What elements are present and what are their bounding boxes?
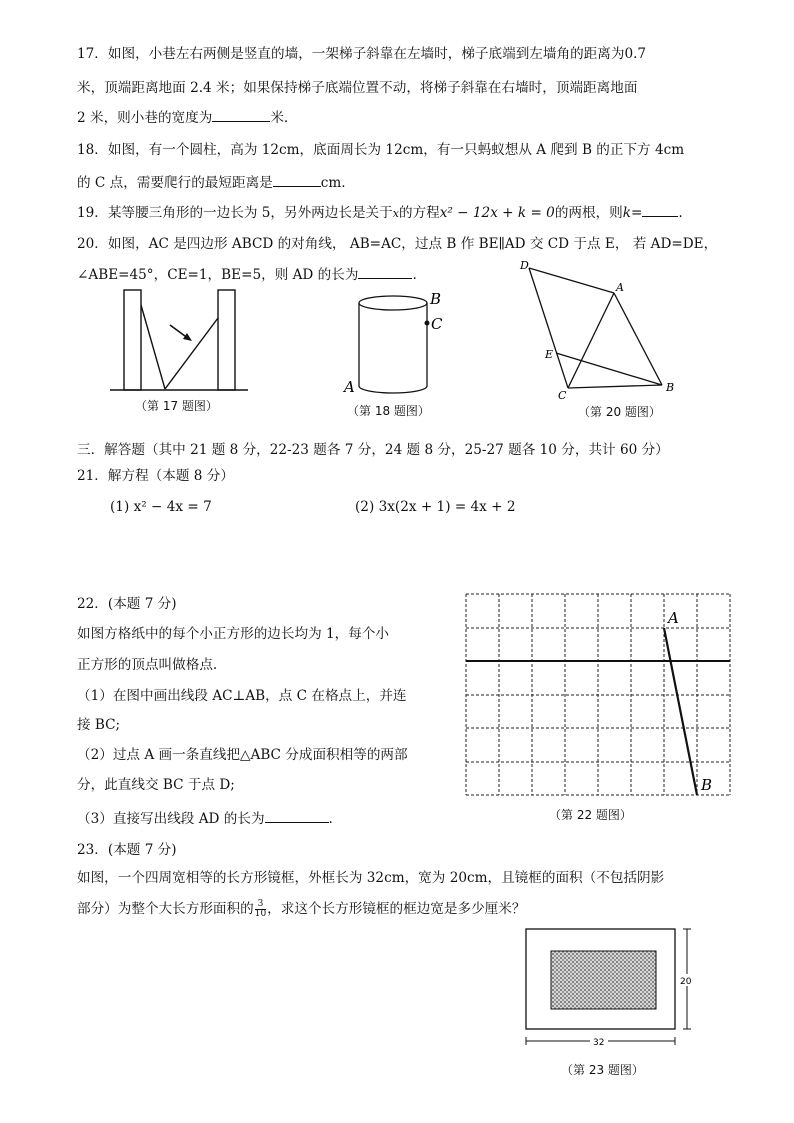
q19-var: x [392,207,399,220]
q18-line2-post: cm. [320,175,346,191]
fig20-label-b: B [666,381,675,394]
q21-eq2: (2) 3x(2x + 1) = 4x + 2 [355,499,516,515]
q22-line4: 接 BC; [77,717,121,733]
fig18-point-c [425,321,430,326]
q20-line2-pre: ∠ABE=45°，CE=1，BE=5，则 AD 的长为 [77,267,359,283]
fig20-label-a: A [616,281,624,294]
q22-line7 [77,808,333,829]
fig20-segment-ac [568,293,614,388]
q18-line1: 18．如图，有一个圆柱，高为 12cm，底面周长为 12cm，有一只蚂蚁想从 A 爬到 B 的正下方 4cm [77,142,685,158]
q19-answer-blank[interactable] [642,202,678,217]
fig18-caption: （第 18 题图） [347,404,430,418]
fig23-width-label: 32 [593,1038,605,1048]
q19-post: 的两根，则 [554,205,623,221]
q19-pre: 19．某等腰三角形的一边长为 5，另外两边长是关于 [77,205,393,221]
q17-answer-blank[interactable] [212,107,270,122]
q19-mid: 的方程 [398,205,440,221]
fig20-diagram [515,258,680,403]
q17-line2: 米，顶端距离地面 2.4 米；如果保持梯子底端位置不动，将梯子斜靠在右墙时，顶端距离地面 [77,80,638,96]
q19-eq: = [631,205,643,221]
q23-line2 [77,899,525,919]
fig18-label-b: B [430,290,442,308]
q19-end: . [678,205,683,221]
q21-title: 21．解方程（本题 8 分） [77,468,234,484]
q21-eq1: (1) x² − 4x = 7 [110,499,212,515]
fig18-top-ellipse [359,296,427,310]
q22-line7-pre: （3）直接写出线段 AD 的长为 [77,811,265,827]
fig22-segment-ab [664,628,697,795]
fig17-left-wall [124,290,141,390]
fig20-label-d: D [520,259,529,272]
q23-frac-num: 3 [255,900,266,910]
fig17-ladder-right [165,318,218,389]
section3-header: 三．解答题（其中 21 题 8 分，22-23 题各 7 分，24 题 8 分，25-27 题各 10 分，共计 60 分） [77,442,669,458]
q19-equation: x² − 12x + k = 0 [439,205,555,221]
q22-line1: 如图方格纸中的每个小正方形的边长均为 1，每个小 [77,626,390,642]
fig20-segment-da [529,268,614,293]
fig17-right-wall [218,290,235,390]
fig17-ladder-left [141,305,165,389]
q17-line3 [77,107,288,128]
q22-line3: （1）在图中画出线段 AC⊥AB，点 C 在格点上，并连 [77,688,407,704]
fig20-segment-cb [568,385,662,388]
fig23-shaded-inner [551,951,656,1009]
q20-line2 [77,264,417,285]
q23-line1: 如图，一个四周宽相等的长方形镜框，外框长为 32cm，宽为 20cm，且镜框的面积（不包括阴影 [77,870,665,886]
q22-line2: 正方形的顶点叫做格点. [77,657,218,673]
fig20-caption: （第 20 题图） [578,405,661,419]
fig17-caption: （第 17 题图） [135,399,218,413]
q18-line2-pre: 的 C 点，需要爬行的最短距离是 [77,175,273,191]
q23-frac-den: 10 [254,909,267,919]
q19-k: k [622,205,632,221]
q22-line7-post: . [328,811,333,827]
q17-line3-pre: 2 米，则小巷的宽度为 [77,110,213,126]
fig20-segment-ab [614,293,662,385]
fig22-caption: （第 22 题图） [549,808,632,822]
fig23-height-label: 20 [680,977,692,987]
fig23-diagram [520,925,700,1055]
q18-answer-blank[interactable] [273,172,321,187]
fig20-label-e: E [545,348,554,361]
q23-line2-pre: 部分）为整个大长方形面积的 [77,901,254,917]
q18-line2 [77,172,346,193]
fig22-label-b: B [701,776,713,794]
fig20-label-c: C [558,389,567,402]
fig22-grid [466,594,736,799]
fig18-label-c: C [431,315,443,333]
q17-line1: 17．如图，小巷左右两侧是竖直的墙，一架梯子斜靠在左墙时，梯子底端到左墙角的距离为0.7 [77,46,647,62]
q23-line2-post: ，求这个长方形镜框的框边宽是多少厘米？ [267,901,526,917]
q22-answer-blank[interactable] [265,808,329,823]
q22-title: 22．(本题 7 分) [77,596,177,612]
q17-line3-post: 米. [270,110,289,126]
fig18-bottom-arc [359,386,427,393]
fig23-caption: （第 23 题图） [561,1063,644,1077]
fig18-diagram [340,290,460,400]
q22-line6: 分，此直线交 BC 于点 D; [77,777,235,793]
fig20-segment-dc [529,268,568,388]
q23-fraction [255,900,266,919]
fig17-arrow-head [183,333,192,341]
q20-answer-blank[interactable] [358,264,412,279]
q23-title: 23．(本题 7 分) [77,842,177,858]
q20-line1: 20．如图，AC 是四边形 ABCD 的对角线， AB=AC，过点 B 作 BE∥AD 交 CD 于点 E， 若 AD=DE， [77,236,718,252]
q22-line5: （2）过点 A 画一条直线把△ABC 分成面积相等的两部 [77,747,408,763]
fig22-label-a: A [668,609,679,627]
fig18-label-a: A [344,378,355,396]
fig17-diagram [110,285,250,395]
q19-line [77,202,683,224]
q20-line2-post: . [412,267,417,283]
